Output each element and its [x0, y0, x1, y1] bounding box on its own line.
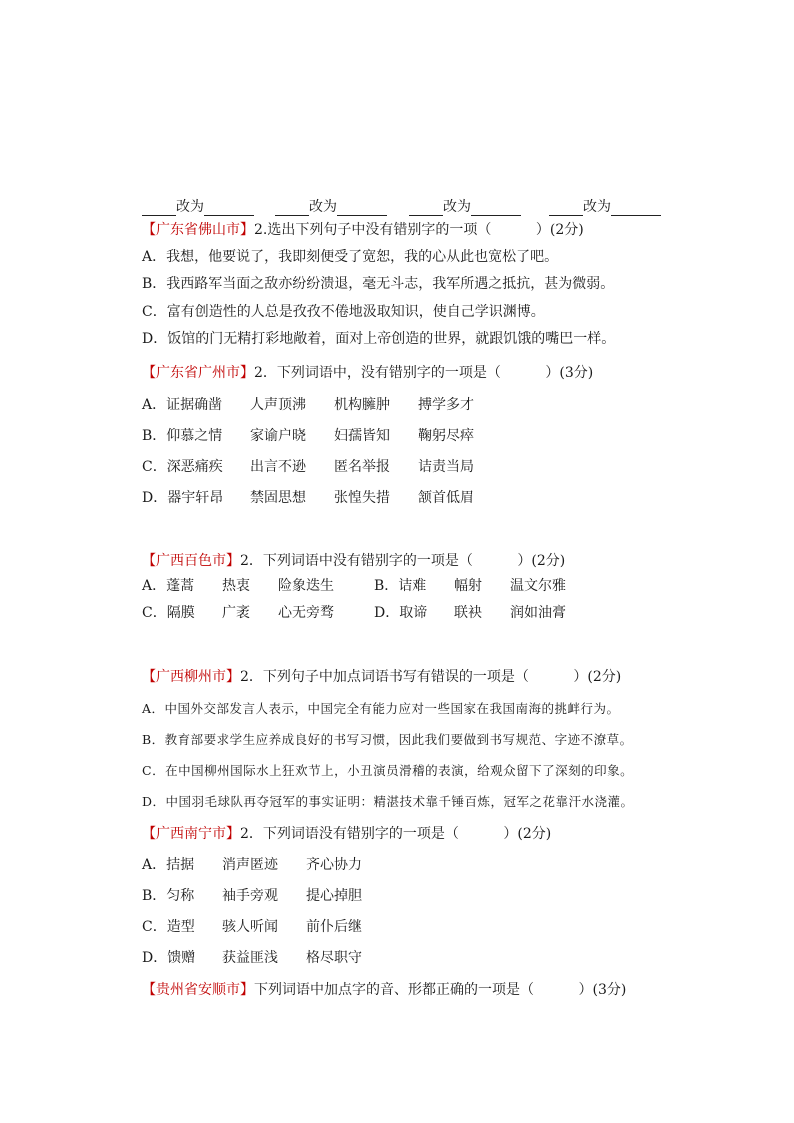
word-cell: C．深恶痛疾 [142, 459, 223, 475]
word-cell: 出言不逊 [250, 459, 306, 475]
question-text: 2．下列词语中，没有错别字的一项是（ ）(3分) [254, 365, 594, 381]
word-cell: 险象迭生 [278, 578, 334, 594]
word-cell: D．取谛 [374, 605, 428, 621]
option-a: A．我想，他要说了，我即刻便受了宽恕，我的心从此也宽松了吧。 [142, 249, 559, 265]
word-cell: 匿名举报 [334, 459, 390, 475]
word-cell: 张惶失措 [334, 490, 390, 506]
option-c: C．在中国柳州国际水上狂欢节上，小丑演员滑稽的表演，给观众留下了深刻的印象。 [142, 763, 634, 778]
word-cell: 幅射 [454, 578, 482, 594]
word-cell: 鞠躬尽瘁 [418, 428, 474, 444]
word-cell: D．馈赠 [142, 950, 196, 966]
word-cell: 温文尔雅 [510, 578, 566, 594]
word-cell: B．诘难 [374, 578, 427, 594]
question-text: 2．下列词语中没有错别字的一项是（ ）(2分) [240, 553, 566, 569]
region-tag: 【广西百色市】 [142, 553, 240, 569]
option-c: C．富有创造性的人总是孜孜不倦地汲取知识，使自己学识渊博。 [142, 304, 545, 320]
word-cell: 联袂 [454, 605, 482, 621]
word-cell: C．隔膜 [142, 605, 195, 621]
word-cell: C．造型 [142, 919, 195, 935]
word-cell: 热衷 [222, 578, 250, 594]
option-a: A．中国外交部发言人表示，中国完全有能力应对一些国家在我国南海的挑衅行为。 [142, 701, 620, 716]
question-nanning-stem [142, 825, 551, 843]
word-cell: A．拮据 [142, 857, 195, 873]
word-cell: B．匀称 [142, 888, 195, 904]
question-foshan-stem [142, 221, 584, 239]
word-cell: B．仰慕之情 [142, 428, 223, 444]
question-text: 2．下列词语没有错别字的一项是（ ）(2分) [240, 826, 552, 842]
word-cell: 前仆后继 [306, 919, 362, 935]
word-cell: 搏学多才 [418, 397, 474, 413]
word-cell: 诘责当局 [418, 459, 474, 475]
fill-blank-4: 改为 [549, 196, 661, 216]
word-cell: 获益匪浅 [222, 950, 278, 966]
question-text: 下列词语中加点字的音、形都正确的一项是（ ）(3分) [254, 982, 627, 998]
word-cell: 袖手旁观 [222, 888, 278, 904]
option-b: B．我西路军当面之敌亦纷纷溃退，毫无斗志，我军所遇之抵抗，甚为微弱。 [142, 276, 615, 292]
fill-blank-1: 改为 [142, 196, 254, 216]
fill-blank-3: 改为 [409, 196, 521, 216]
word-cell: 提心掉胆 [306, 888, 362, 904]
word-cell: 齐心协力 [306, 857, 362, 873]
fill-blank-row [142, 196, 662, 216]
word-cell: 润如油膏 [510, 605, 566, 621]
word-cell: 人声顶沸 [250, 397, 306, 413]
word-cell: 禁固思想 [250, 490, 306, 506]
word-cell: 颔首低眉 [418, 490, 474, 506]
word-cell: A．证据确凿 [142, 397, 223, 413]
fill-blank-2: 改为 [275, 196, 387, 216]
region-tag: 【广西南宁市】 [142, 826, 240, 842]
option-d: D．饭馆的门无精打彩地敞着，面对上帝创造的世界，就跟饥饿的嘴巴一样。 [142, 331, 616, 347]
word-cell: 格尽职守 [306, 950, 362, 966]
word-cell: 妇孺皆知 [334, 428, 390, 444]
word-cell: 消声匿迹 [222, 857, 278, 873]
question-text: 2.选出下列句子中没有错别字的一项（ ）(2分) [254, 222, 584, 238]
region-tag: 【广西柳州市】 [142, 669, 240, 685]
region-tag: 【贵州省安顺市】 [142, 982, 254, 998]
question-guangzhou-stem [142, 364, 593, 382]
word-cell: 心无旁骛 [278, 605, 334, 621]
question-liuzhou-stem [142, 668, 621, 686]
word-cell: 家谕户晓 [250, 428, 306, 444]
region-tag: 【广东省广州市】 [142, 365, 254, 381]
word-cell: D．器宇轩昂 [142, 490, 224, 506]
word-cell: 机构臃肿 [334, 397, 390, 413]
word-cell: 骇人听闻 [222, 919, 278, 935]
option-b: B．教育部要求学生应养成良好的书写习惯，因此我们要做到书写规范、字迹不潦草。 [142, 732, 633, 747]
option-d: D．中国羽毛球队再夺冠军的事实证明：精湛技术靠千锤百炼，冠军之花靠汗水浇灌。 [142, 794, 634, 809]
word-cell: 广袤 [222, 605, 250, 621]
question-anshun-stem [142, 981, 626, 999]
question-baise-stem [142, 552, 565, 570]
word-cell: A．蓬蒿 [142, 578, 195, 594]
question-text: 2．下列句子中加点词语书写有错误的一项是（ ）(2分) [240, 669, 622, 685]
region-tag: 【广东省佛山市】 [142, 222, 254, 238]
